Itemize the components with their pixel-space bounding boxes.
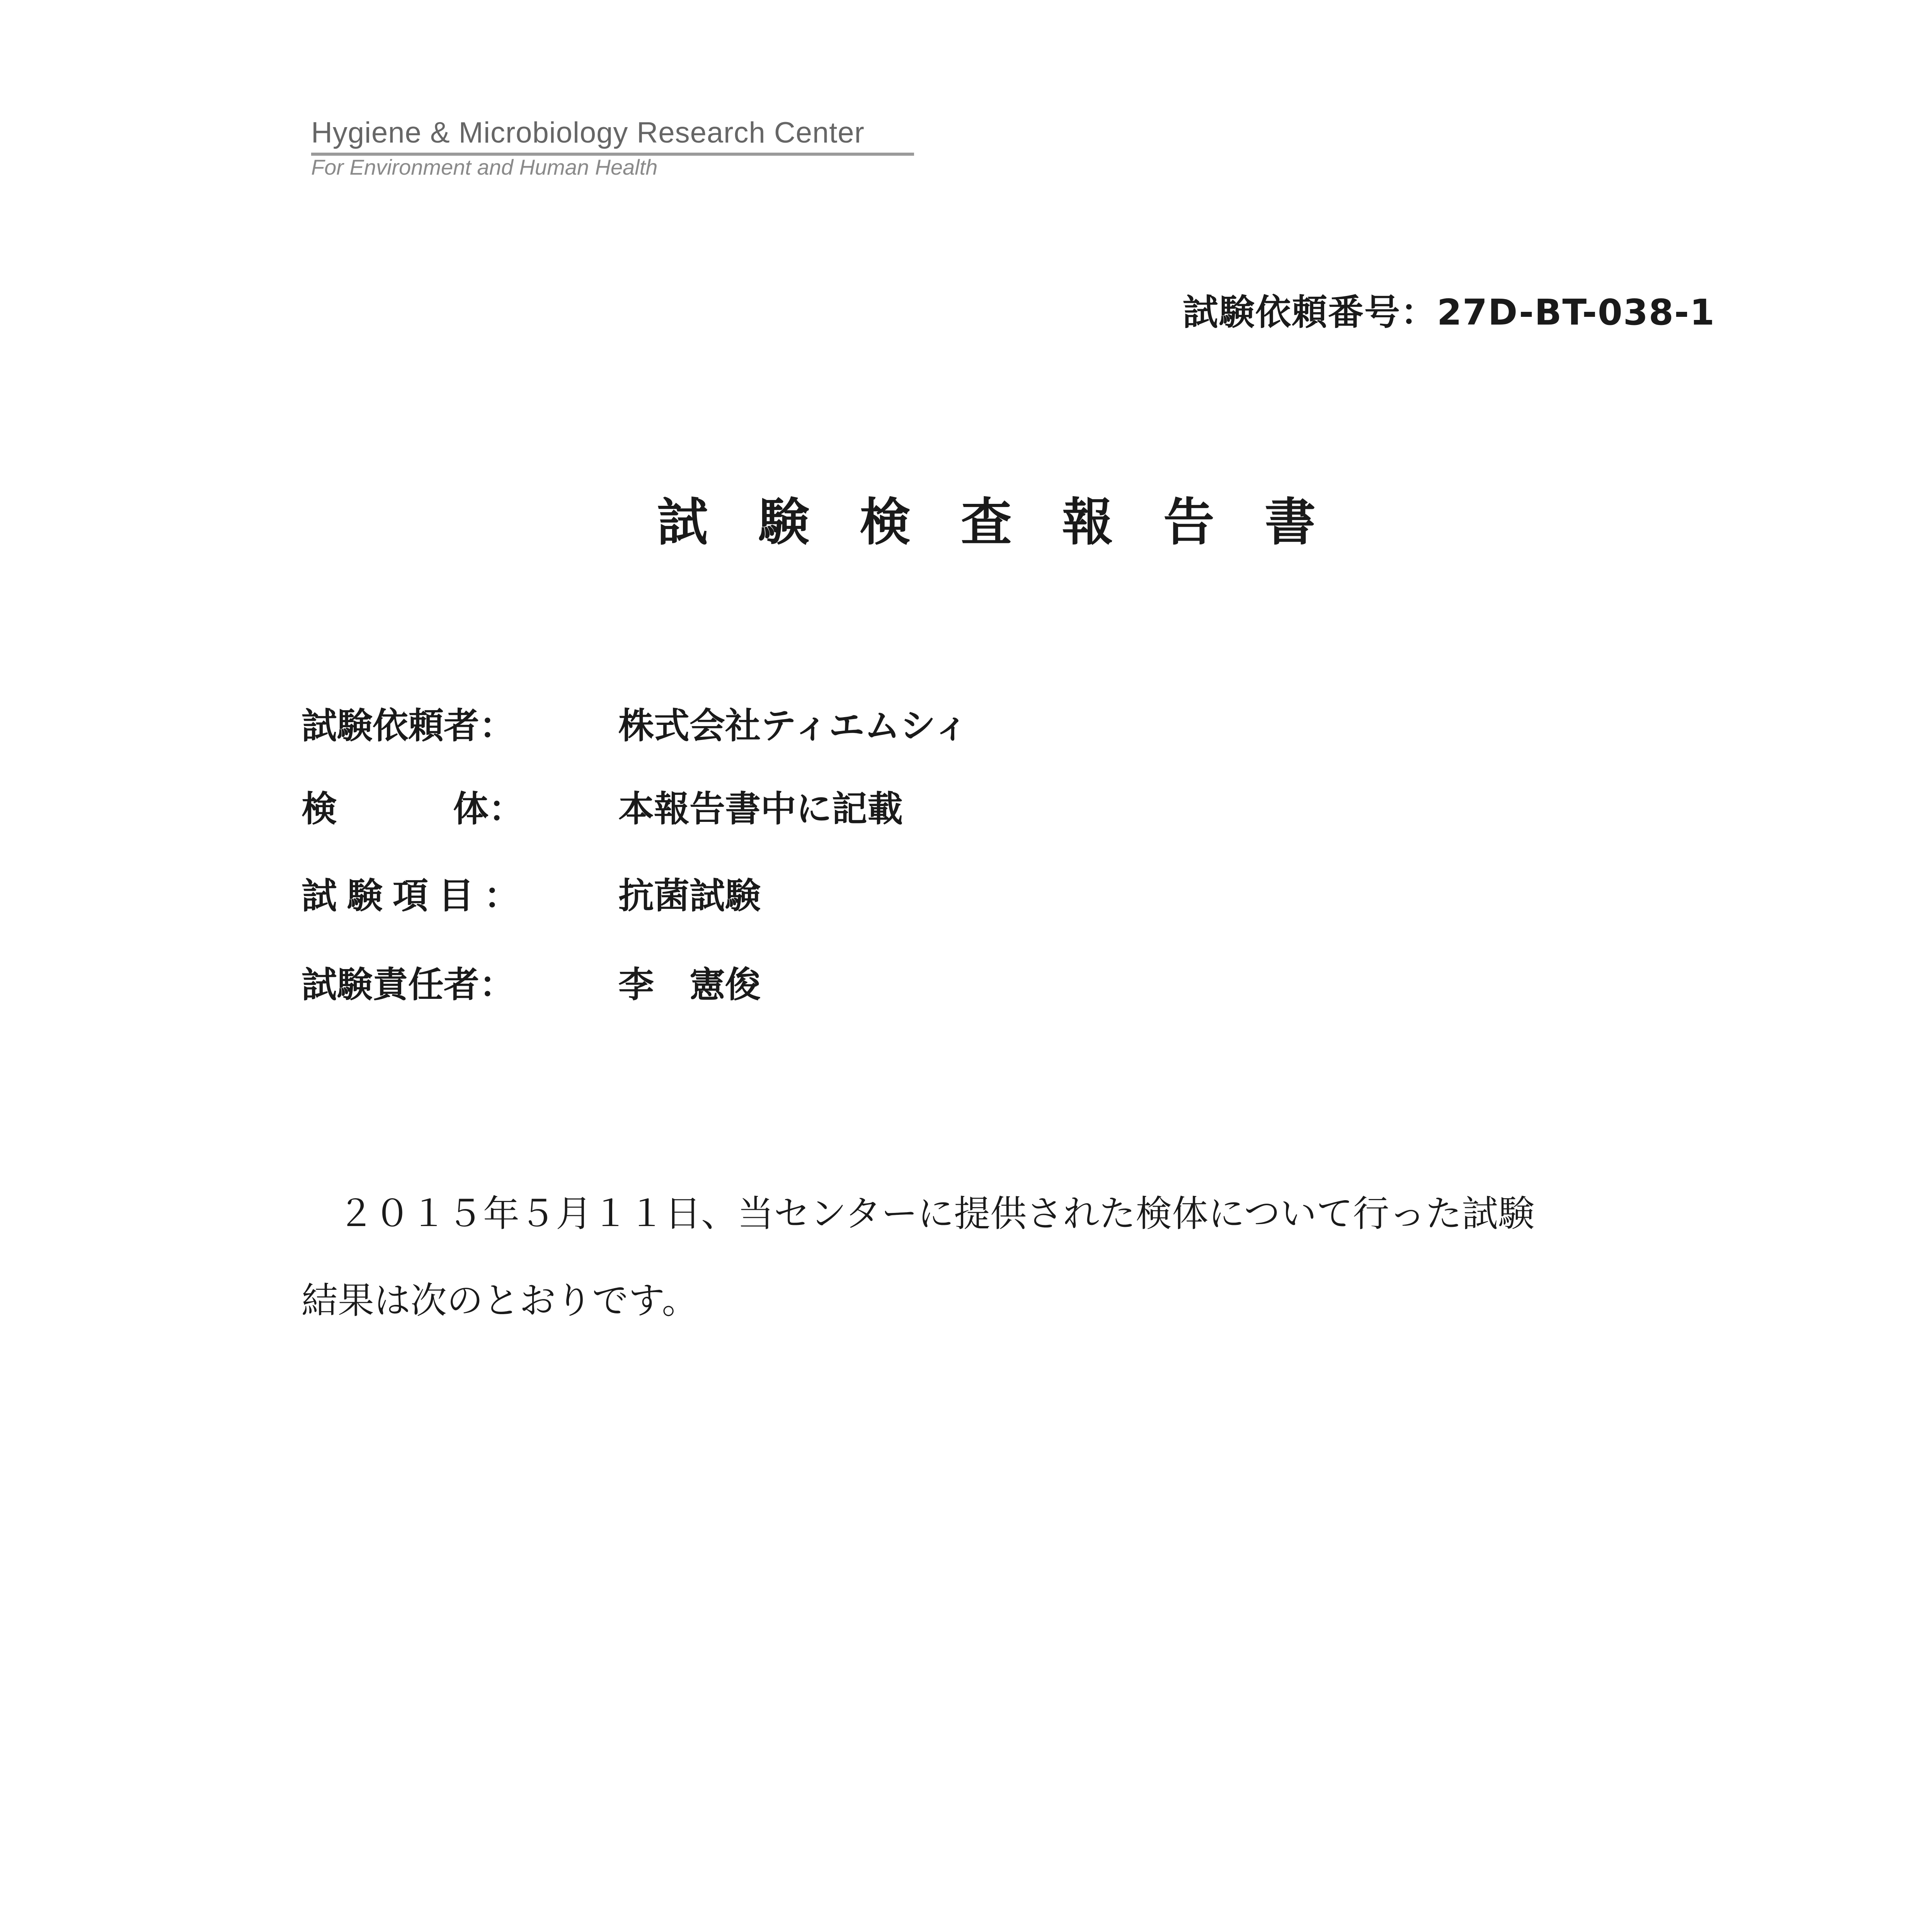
person-in-charge-value: 李 憲俊 [618,964,761,1005]
letterhead-subtitle: For Environment and Human Health [311,155,658,179]
requester-value: 株式会社ティエムシィ [618,705,969,747]
issue-date [1291,1930,1693,1932]
letterhead-title: Hygiene & Microbiology Research Center [311,116,865,149]
requester-label: 試験依頼者： [301,705,515,747]
result-paragraph-line-2: 結果は次のとおりです。 [301,1280,698,1322]
sample-value: 本報告書中に記載 [618,788,903,830]
request-number: 試験依頼番号：27D-BT-038-1 [1183,292,1716,333]
test-item-label: 試験項目： [301,875,530,917]
document-title: 試験検査報告書 [657,493,1366,552]
person-in-charge-label: 試験責任者： [301,964,515,1005]
sample-label: 検 体： [301,788,524,830]
result-paragraph-line-1: ２０１５年５月１１日、当センターに提供された検体について行った試験 [301,1193,1535,1235]
test-item-value: 抗菌試験 [618,875,761,917]
